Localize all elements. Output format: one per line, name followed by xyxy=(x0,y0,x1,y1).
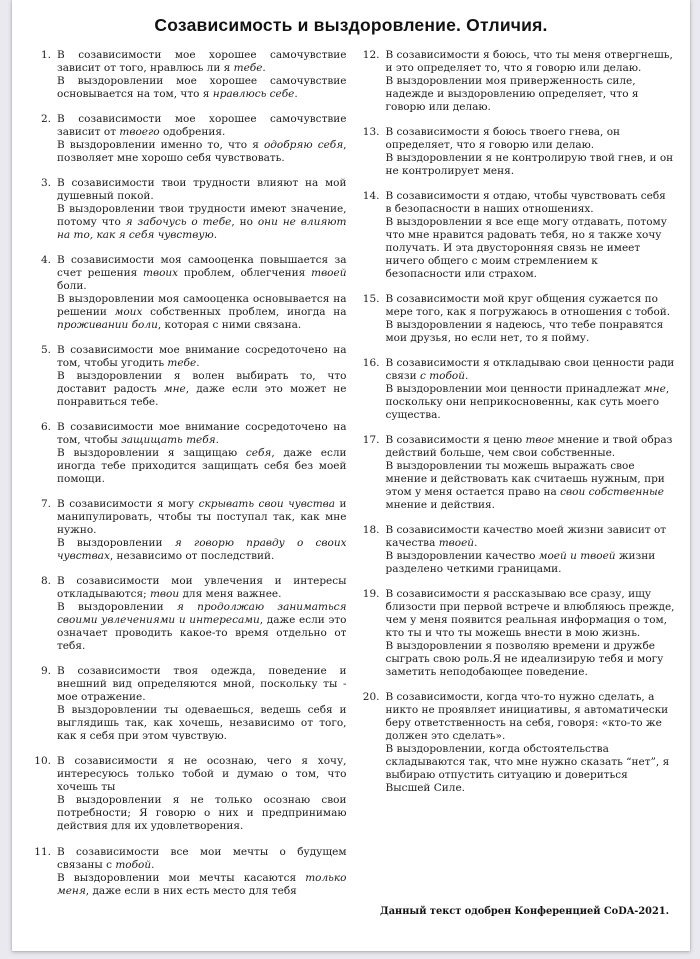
item-text: В созависимости твоя одежда, поведение и внешний вид определяются мной, поскольку ты - мое отражение. В выздоровлении ты одеваешься, ведешь себя и выглядишь так, как хочешь, независимо от того, как я себя при этом чувствую. xyxy=(57,665,347,743)
item-number: 1. xyxy=(40,48,51,61)
item-text: В созависимости мое внимание сосредоточено на том, чтобы угодить тебе. В выздоровлении я волен выбирать то, что доставит радость мне, даже если это может не понравиться тебе. xyxy=(57,343,347,409)
item-number: 7. xyxy=(40,498,51,511)
list-item xyxy=(27,575,347,653)
list-item xyxy=(27,344,347,409)
left-column xyxy=(27,49,347,910)
list-item xyxy=(27,665,347,743)
list-item xyxy=(356,357,676,422)
item-number: 18. xyxy=(362,524,380,537)
list-item xyxy=(356,588,676,679)
item-text: В созависимости мой круг общения сужается по мере того, как я погружаюсь в отношения с тобой. В выздоровлении я надеюсь, что тебе понравятся мои друзья, но если нет, то я пойму. xyxy=(385,292,671,344)
item-text: В созависимости я ценю твое мнение и твой образ действий больше, чем свои собственные. В выздоровлении ты можешь выражать свое мнение и действовать как считаешь нужным, при этом у меня остается право на свои собственные мнение и действия. xyxy=(385,434,673,512)
item-number: 6. xyxy=(40,421,51,434)
right-column xyxy=(356,49,676,910)
item-number: 12. xyxy=(362,48,380,61)
item-number: 17. xyxy=(362,434,380,447)
item-number: 11. xyxy=(34,845,51,858)
list-item xyxy=(27,755,347,833)
item-text: В созависимости я отдаю, чтобы чувствовать себя в безопасности в наших отношениях. В выздоровлении я все еще могу отдавать, потому что мне нравится радовать тебя, но я также хочу получать. И эта двусторонняя связь не имеет ничего общего с моим стремлением к безопасности или страхом. xyxy=(385,189,667,280)
list-item xyxy=(356,49,676,114)
item-number: 13. xyxy=(362,125,380,138)
item-number: 20. xyxy=(362,691,380,704)
item-number: 5. xyxy=(40,343,51,356)
list-item xyxy=(27,113,347,165)
list-item xyxy=(27,177,347,242)
item-text: В созависимости все мои мечты о будущем связаны с тобой. В выздоровлении мои мечты касаются только меня, даже если в них есть место для тебя xyxy=(57,845,347,897)
list-item xyxy=(27,846,347,898)
approval-note: Данный текст одобрен Конференцией CoDA-2021. xyxy=(380,906,670,917)
item-number: 19. xyxy=(362,588,380,601)
item-number: 9. xyxy=(40,665,51,678)
list-item xyxy=(356,126,676,178)
item-text: В созависимости, когда что-то нужно сделать, а никто не проявляет инициативы, я автоматически беру ответственность на себя, говоря: «кто-то же должен это сделать». В выздоровлении, когда обстоятельства складываются так, что мне нужно сказать “нет”, я выбираю отпустить ситуацию и довериться Высшей Силе. xyxy=(385,691,670,795)
item-text: В созависимости я рассказываю все сразу, ищу близости при первой встрече и влюбляюсь прежде, чем у меня появится реальная информация о том, кто ты и что ты можешь внести в мою жизнь. В выздоровлении я позволяю времени и дружбе сыграть свою роль.Я не идеализирую тебя и могу заметить неподобающее поведение. xyxy=(385,588,675,679)
list-item xyxy=(356,524,676,576)
list-item xyxy=(27,421,347,486)
list-item xyxy=(356,293,676,345)
list-item xyxy=(27,254,347,332)
item-text: В созависимости мое хорошее самочувствие зависит от того, нравлюсь ли я тебе. В выздоровлении мое хорошее самочувствие основывается на том, что я нравлюсь себе. xyxy=(57,48,347,100)
item-text: В созависимости моя самооценка повышается за счет решения твоих проблем, облегчения твоей боли. В выздоровлении моя самооценка основывается на решении моих собственных проблем, иногда на проживании боли, которая с ними связана. xyxy=(57,253,347,331)
item-number: 3. xyxy=(40,176,51,189)
item-number: 16. xyxy=(362,357,380,369)
list-item xyxy=(356,434,676,512)
item-text: В созависимости мое хорошее самочувствие зависит от твоего одобрения. В выздоровлении именно то, что я одобряю себя, позволяет мне хорошо себя чувствовать. xyxy=(57,112,347,164)
item-text: В созависимости мое внимание сосредоточено на том, чтобы защищать тебя. В выздоровлении я защищаю себя, даже если иногда тебе приходится защищать себя без моей помощи. xyxy=(57,421,347,486)
item-text: В созависимости мои увлечения и интересы откладываются; твои для меня важнее. В выздоровлении я продолжаю заниматься своими увлечениями и интересами, даже если это означает проводить какое-то время отдельно от тебя. xyxy=(57,575,347,653)
item-number: 4. xyxy=(40,253,51,266)
item-number: 10. xyxy=(34,755,51,768)
item-text: В созависимости твои трудности влияют на мой душевный покой. В выздоровлении твои трудности имеют значение, потому что я забочусь о тебе, но они не влияют на то, как я себя чувствую. xyxy=(57,176,347,241)
item-number: 14. xyxy=(362,189,380,202)
list-item xyxy=(356,691,676,795)
item-text: В созависимости я боюсь твоего гнева, он определяет, что я говорю или делаю. В выздоровлении я не контролирую твой гнев, и он не контролирует меня. xyxy=(385,125,674,177)
item-number: 15. xyxy=(362,292,380,305)
item-text: В созависимости я могу скрывать свои чувства и манипулировать, чтобы ты поступал так, как мне нужно. В выздоровлении я говорю правду о своих чувствах, независимо от последствий. xyxy=(57,498,347,563)
document-page xyxy=(12,0,690,951)
item-number: 8. xyxy=(40,575,51,588)
item-number: 2. xyxy=(40,112,51,125)
item-text: В созависимости качество моей жизни зависит от качества твоей. В выздоровлении качество моей и твоей жизни разделено четкими границами. xyxy=(385,524,667,576)
list-item xyxy=(27,49,347,101)
page-title: Созависимость и выздоровление. Отличия. xyxy=(154,15,548,35)
item-text: В созависимости я откладываю свои ценности ради связи с тобой. В выздоровлении мои ценности принадлежат мне, поскольку они неприкосновенны, как суть моего существа. xyxy=(385,357,675,422)
item-text: В созависимости я не осознаю, чего я хочу, интересуюсь только тобой и думаю о том, что хочешь ты В выздоровлении я не только осознаю свои потребности; Я говорю о них и предпринимаю действия для их удовлетворения. xyxy=(57,755,347,833)
list-item xyxy=(356,190,676,281)
list-item xyxy=(27,498,347,563)
item-text: В созависимости я боюсь, что ты меня отвергнешь, и это определяет то, что я говорю или делаю. В выздоровлении моя приверженность силе, надежде и выздоровлению определяет, что я говорю или делаю. xyxy=(385,48,673,113)
two-column-layout xyxy=(12,49,690,910)
